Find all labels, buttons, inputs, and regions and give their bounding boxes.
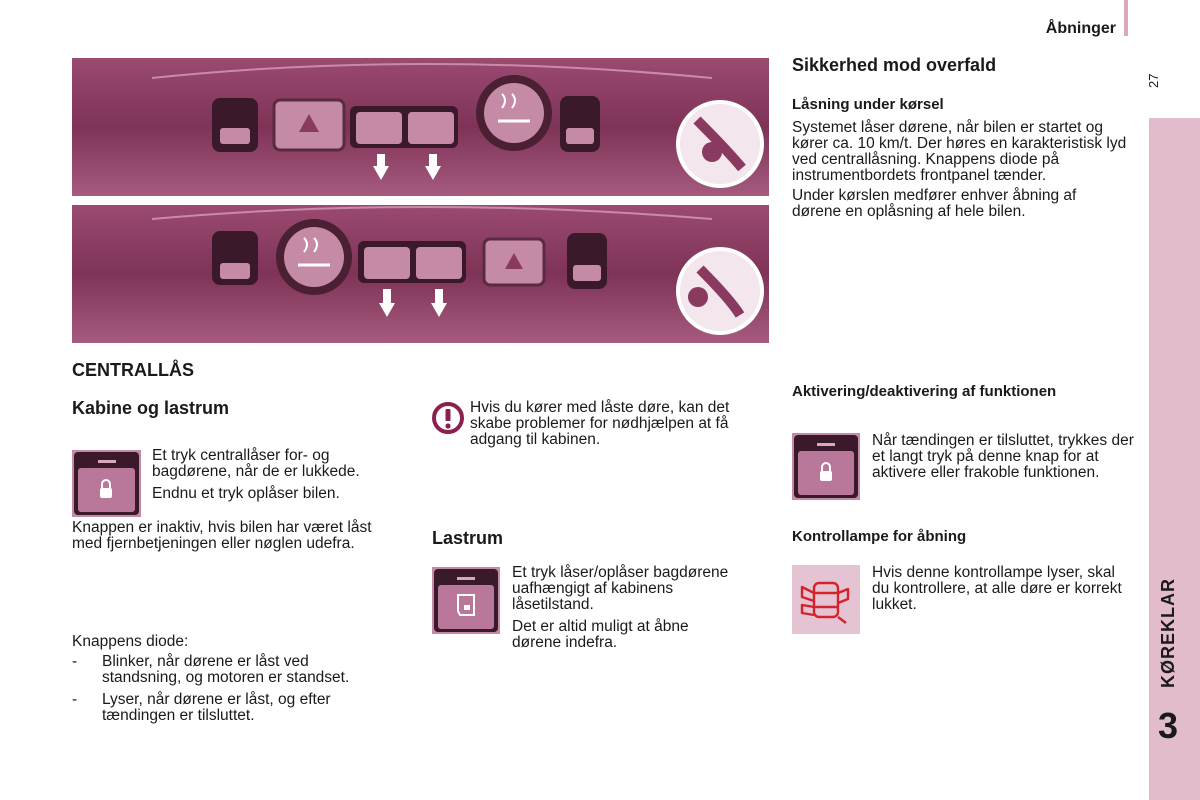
lock-text-1: Et tryk centrallåser for- og bagdørene, når de er lukkede.: [152, 447, 360, 480]
header-divider: [1124, 0, 1128, 36]
chapter-tab-label: KØREKLAR: [1158, 578, 1178, 688]
section-header: Åbninger: [1045, 20, 1116, 37]
anti-assault-title: Sikkerhed mod overfald: [792, 55, 997, 75]
diode-title: Knappens diode:: [72, 633, 189, 650]
activation-button-image: [792, 433, 860, 500]
dashboard-photo-top: [72, 58, 769, 196]
cargo-lock-button-image: [432, 567, 500, 634]
open-door-lamp-title: Kontrollampe for åbning: [792, 528, 967, 545]
drive-locking-title: Låsning under kørsel: [792, 96, 944, 113]
warning-icon: [432, 402, 464, 439]
diode-list: [72, 654, 392, 724]
drive-locking-text-1: Systemet låser dørene, når bilen er startet og kører ca. 10 km/t. Der høres en karakteristisk lyd ved centrallåsning. Knappens diode på instrumentbordets frontpanel tænder.: [792, 119, 1127, 184]
list-item: - Blinker, når dørene er låst ved standsning, og motoren er standset.: [72, 653, 350, 686]
lock-text-3: Knappen er inaktiv, hvis bilen har været låst med fjernbetjeningen eller nøglen udefra.: [72, 519, 372, 552]
activation-text: Når tændingen er tilsluttet, trykkes der et langt tryk på denne knap for at aktivere eller frakoble funktionen.: [872, 432, 1134, 481]
chapter-tab: [1149, 118, 1200, 800]
car-doors-open-icon: [792, 565, 860, 634]
drive-locking-text-2: Under kørslen medfører enhver åbning af dørene en oplåsning af hele bilen.: [792, 187, 1077, 220]
central-lock-button-image: [72, 450, 141, 517]
open-door-warning-lamp: [792, 565, 860, 634]
page-number: 27: [1146, 73, 1161, 88]
cargo-title: Lastrum: [432, 528, 504, 548]
open-door-lamp-text: Hvis denne kontrollampe lyser, skal du kontrollere, at alle døre er korrekt lukket.: [872, 564, 1122, 613]
cargo-text-1: Et tryk låser/oplåser bagdørene uafhængigt af kabinens låsetilstand.: [512, 564, 729, 613]
central-lock-title: CENTRALLÅS: [72, 360, 194, 380]
dashboard-photo-bottom: [72, 205, 769, 343]
chapter-number: 3: [1158, 705, 1179, 746]
list-item: - Lyser, når dørene er låst, og efter tændingen er tilsluttet.: [72, 691, 331, 724]
cargo-text-2: Det er altid muligt at åbne dørene indefra.: [512, 618, 689, 651]
activation-title: Aktivering/deaktivering af funktionen: [792, 383, 1057, 400]
cabin-cargo-title: Kabine og lastrum: [72, 398, 230, 418]
warning-text: Hvis du kører med låste døre, kan det skabe problemer for nødhjælpen at få adgang til kabinen.: [470, 399, 730, 448]
lock-text-2: Endnu et tryk oplåser bilen.: [152, 485, 340, 502]
